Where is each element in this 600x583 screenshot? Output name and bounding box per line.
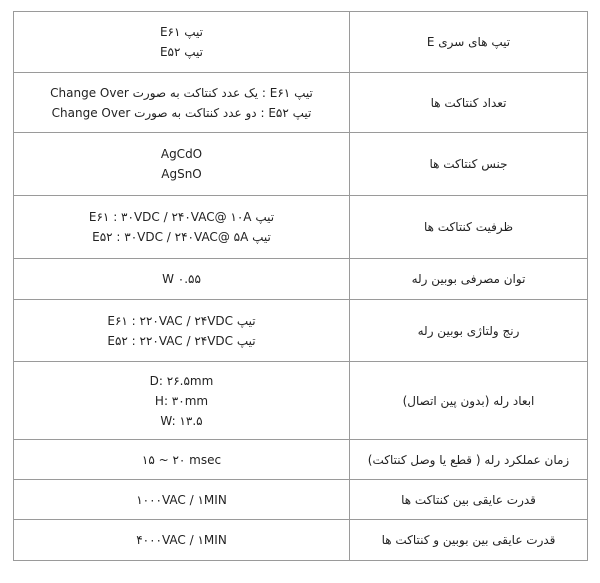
label-cell: زمان عملکرد رله ( قطع یا وصل کنتاکت) xyxy=(350,440,588,480)
value-line: تیپ E۵۲ : ۲۲۰VAC / ۲۴VDC xyxy=(107,333,256,348)
value-line: تیپ E۵۲ xyxy=(159,45,204,59)
value-cell xyxy=(14,300,350,362)
spec-table xyxy=(13,11,588,561)
table-row xyxy=(14,259,588,300)
table-row xyxy=(14,480,588,520)
value-line: تیپ E۶۱ xyxy=(159,25,204,39)
value-cell xyxy=(14,480,350,520)
value-line: W: ۱۳.۵ xyxy=(160,413,203,428)
table-row xyxy=(14,12,588,73)
value-line: تیپ E۶۱ : ۲۲۰VAC / ۲۴VDC xyxy=(107,313,256,328)
table-row xyxy=(14,440,588,480)
value-cell xyxy=(14,133,350,196)
value-cell xyxy=(14,196,350,259)
table-row xyxy=(14,520,588,561)
value-line: تیپ E۶۱ : یک عدد کنتاکت به صورت Change Over xyxy=(50,85,313,100)
value-cell xyxy=(14,12,350,73)
value-line: W ۰.۵۵ xyxy=(162,272,201,286)
value-line: AgSnO xyxy=(161,167,202,181)
table-row xyxy=(14,196,588,259)
value-cell xyxy=(14,362,350,440)
value-line: تیپ E۶۱ : ۳۰VDC / ۲۴۰VAC@ ۱۰A xyxy=(88,210,275,224)
value-line: ۱۰۰۰VAC / ۱MIN xyxy=(136,492,227,507)
value-line: ۱۵ ~ ۲۰ msec xyxy=(141,452,222,467)
label-cell: ابعاد رله (بدون پین اتصال) xyxy=(350,362,588,440)
label-cell: تیپ های سری E xyxy=(350,12,588,73)
value-cell xyxy=(14,520,350,561)
value-cell xyxy=(14,259,350,300)
table-row xyxy=(14,362,588,440)
value-cell xyxy=(14,440,350,480)
value-line: AgCdO xyxy=(160,147,203,161)
value-line: H: ۳۰mm xyxy=(154,393,209,408)
label-cell: قدرت عایقی بین بوبین و کنتاکت ها xyxy=(350,520,588,561)
label-cell: ظرفیت کنتاکت ها xyxy=(350,196,588,259)
label-cell: جنس کنتاکت ها xyxy=(350,133,588,196)
table-row xyxy=(14,300,588,362)
value-line: تیپ E۵۲ : ۳۰VDC / ۲۴۰VAC@ ۵A xyxy=(92,230,271,244)
value-line: تیپ E۵۲ : دو عدد کنتاکت به صورت Change Over xyxy=(51,105,312,120)
table-row xyxy=(14,133,588,196)
value-line: ۴۰۰۰VAC / ۱MIN xyxy=(136,533,227,547)
value-cell xyxy=(14,73,350,133)
label-cell: قدرت عایقی بین کنتاکت ها xyxy=(350,480,588,520)
label-cell: رنج ولتاژی بوبین رله xyxy=(350,300,588,362)
label-cell: تعداد کنتاکت ها xyxy=(350,73,588,133)
value-line: D: ۲۶.۵mm xyxy=(149,373,214,388)
table-row xyxy=(14,73,588,133)
label-cell: توان مصرفی بوبین رله xyxy=(350,259,588,300)
